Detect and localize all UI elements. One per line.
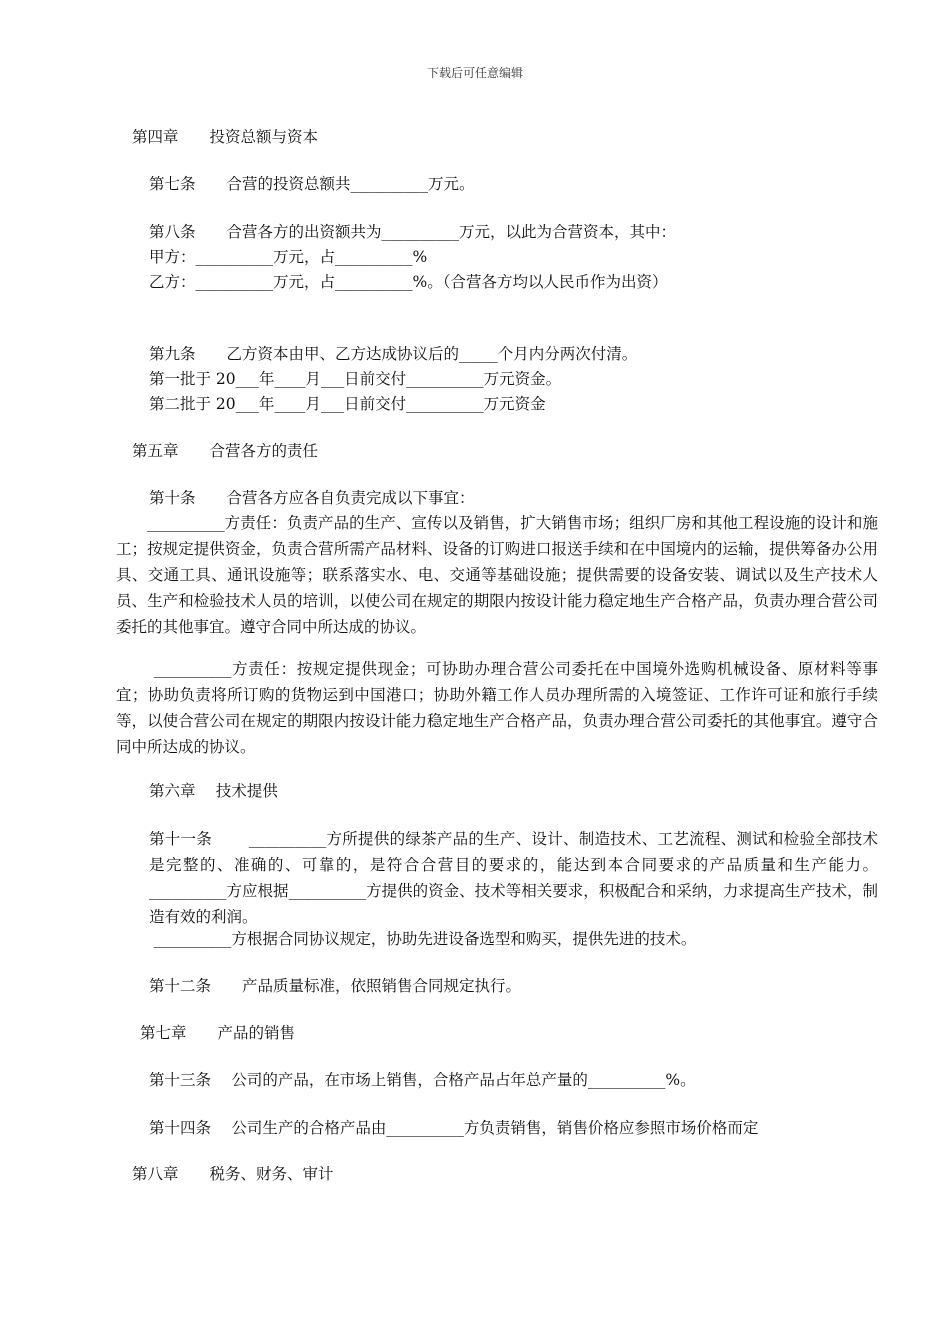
article-10-paragraph-1: __________方责任：负责产品的生产、宣传以及销售，扩大销售市场；组织厂房和其他工程设施的设计和施工；按规定提供资金，负责合营所需产品材料、设备的订购进口报送手续和在中国境内的运输，提供筹备办公用具、交通工具、通讯设施等；联系落实水、电、交通等基础设施；提供需要的设备安装、调试以及生产技术人员、生产和检验技术人员的培训，以使公司在规定的期限内按设计能力稳定地生产合格产品，负责办理合营公司委托的其他事宜。遵守合同中所达成的协议。 [116,514,878,636]
article-13: 第十三条 公司的产品，在市场上销售，合格产品占年总产量的__________%。 [149,1071,696,1089]
article-8-line-3: 乙方：__________万元，占__________%。（合营各方均以人民币作为出资） [149,273,668,291]
article-10-paragraph-2: __________方责任：按规定提供现金；可协助办理合营公司委托在中国境外选购机械设备、原材料等事宜；协助负责将所订购的货物运到中国港口；协助外籍工作人员办理所需的入境签证、工作许可证和旅行手续等，以使合营公司在规定的期限内按设计能力稳定地生产合格产品，负责办理合营公司委托的其他事宜。遵守合同中所达成的协议。 [116,660,878,756]
article-8-line-2: 甲方：__________万元，占__________% [149,248,428,266]
article-10-line-1: 第十条 合营各方应各自负责完成以下事宜： [149,489,475,507]
article-7: 第七条 合营的投资总额共__________万元。 [149,175,475,193]
article-9-line-3: 第二批于 20___年____月___日前交付__________万元资金 [149,395,546,413]
page-header-note: 下载后可任意编辑 [426,66,523,80]
chapter-4-heading: 第四章 投资总额与资本 [132,128,319,146]
article-14: 第十四条 公司生产的合格产品由__________方负责销售，销售价格应参照市场价格而定 [149,1119,759,1137]
chapter-6-heading: 第六章 技术提供 [149,782,278,800]
article-12: 第十二条 产品质量标准，依照销售合同规定执行。 [149,977,522,995]
chapter-8-heading: 第八章 税务、财务、审计 [132,1165,334,1183]
chapter-7-heading: 第七章 产品的销售 [140,1024,296,1042]
article-11-line-2: __________方根据合同协议规定，协助先进设备选型和购买，提供先进的技术。 [149,930,697,948]
article-8-line-1: 第八条 合营各方的出资额共为__________万元，以此为合营资本，其中： [149,223,677,241]
article-11-paragraph: 第十一条 __________方所提供的绿茶产品的生产、设计、制造技术、工艺流程、测试和检验全部技术是完整的、准确的、可靠的，是符合合营目的要求的，能达到本合同要求的产品质量和生产能力。__________方应根据__________方提供的资金、技术等相关要求，积极配合和采纳，力求提高生产技术，制造有效的利润。 [149,830,878,926]
chapter-5-heading: 第五章 合营各方的责任 [132,442,319,460]
article-9-line-2: 第一批于 20___年____月___日前交付__________万元资金。 [149,370,562,388]
article-9-line-1: 第九条 乙方资本由甲、乙方达成协议后的_____个月内分两次付清。 [149,345,638,363]
